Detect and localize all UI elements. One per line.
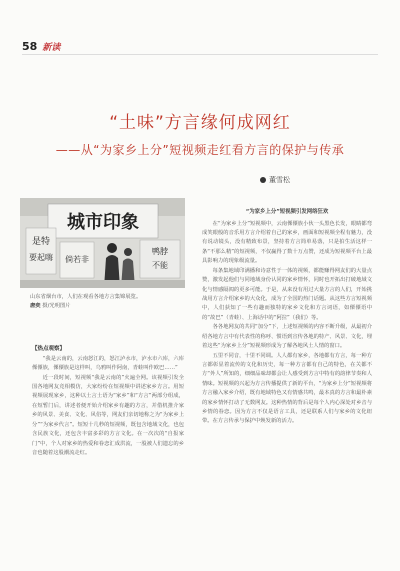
right-column [202,208,372,427]
section-heading: “为家乡上分”短视频引发网络狂欢 [245,209,329,215]
article-photo [20,198,185,288]
article-title: “土味”方言缘何成网红 [109,113,291,133]
paragraph: 近一段时间，短视频“我是云南的”火遍全网。该视频引发全国各地网友竞相模仿，大家纷纷在短视频中讲述家乡方言。用短视频展现家乡，这种以土言土语为“家乡”和“方言”两部分组成，在短暂门后，讲述者便开始介绍家乡有趣的方言，并借机推介家乡的风景、美食、文化、风俗等，网友们亲切地称之为“为家乡上分”“为家乡代言”。短短十几秒的短视频，既包含地域文化，也包含民族文化，还包含丰富多彩的方言文化。在一次次的“自报家门”中，个人对家乡的热爱和眷恋汇成洪流，一股被人们遗忘的乡音也随着这股潮流走红。 [32,374,184,456]
photo-caption [30,293,185,311]
author-name: 董雪松 [269,176,290,184]
svg-text:鸭脖: 鸭脖 [152,247,168,256]
paragraph: 五里不同音，十里不同调。人人都有家乡，各地都有方言，每一种方言都彰显着流传的文化和历史，每一种方言都有自己的特色，在关都不方“外人”所知的，细细品味却都会让人感受到方言中特有的韵律节奏和人情味。短视频的兴起为方言传播提供了新的平台，“为家乡上分”短视频将方言融入家乡介绍，既有地域特色又有情感共鸣，最本真的方言和最朴素的家乡情怀打动了无数网友。这种热情的背后是每个人内心深处对乡音与乡情的眷恋。因为方言不仅是语言工具，还是联系人们与家乡的文化纽带。在方言传承与保护中焕发新的活力。 [202,352,372,425]
page-number: 58 [22,40,38,53]
paragraph: “我是云南的，云南怒江的，怒江泸水市，泸水市六库，六库傈僳族，傈僳族是这样叫，乌鸦叫作阿南，青蛙叫作欧巴……” [32,355,184,372]
photo-sign-main: 城市印象 [67,212,139,233]
header-divider [22,54,378,55]
paragraph: 各各地网友的共同“加分”下，上述短视频的内容不断升级，从最初介绍各地方言中有代表性的称呼、惯语到宣传各地的特产、风景、文化，埋着这些“为家乡上分”短视频形成为了解各地风土人情的窗口。 [202,324,372,350]
photo-credit-name: 唐奕 [30,303,41,309]
column-tag: 【热点观察】 [32,346,66,352]
svg-text:要起嗨: 要起嗨 [29,253,53,262]
paragraph: 在“为家乡上分”短视频中，云南傈僳族小伙一头黑色长发，眼睛都弯成笑眼般的音乐用方言介绍着自己的家乡，画面和短视频全程有魅力，没有说动镜头，没有精致布景，坚持着方言简单易落，只是拍生活这样一条“不那么精”的短视频，不仅赢得了数十万点赞，还成为短视频平台上最具影响力的现象级流量。 [202,220,372,265]
svg-text:倘若非: 倘若非 [65,255,89,264]
photo-credit-source: 摄/光明图片 [42,303,71,309]
svg-text:不能: 不能 [152,261,168,270]
caption-text: 山东省烟台市，人们在观看各地方言集锦展览。 [30,294,142,300]
author-bullet-icon [260,177,266,183]
photo-illustration [20,198,185,288]
byline [260,175,290,185]
svg-text:是特: 是特 [31,237,51,247]
article-subtitle: ——从“为家乡上分”短视频走红看方言的保护与传承 [55,143,345,157]
running-header [22,40,60,53]
section-label: 新读 [42,43,61,53]
left-column [32,345,184,458]
paragraph: 每条集地域印满播和诗意性于一体的视频，都能赚得网友们的大量点赞，激发起他们与同地域身份认同的家乡情怀，同时也开拓出打破地域文化与情感隔阂的更多可能。于是，从来没有用过大量方言的人们，开始挑战用方言介绍家乡的大众化，成为了全国的热门话题。从这些方言短视频中，人们获知了一些有趣而独特的家乡文化和方言词语，如傈僳语中的“故巴”（青蛙）、上海话中的“阿拉”（我们）等。 [202,267,372,321]
